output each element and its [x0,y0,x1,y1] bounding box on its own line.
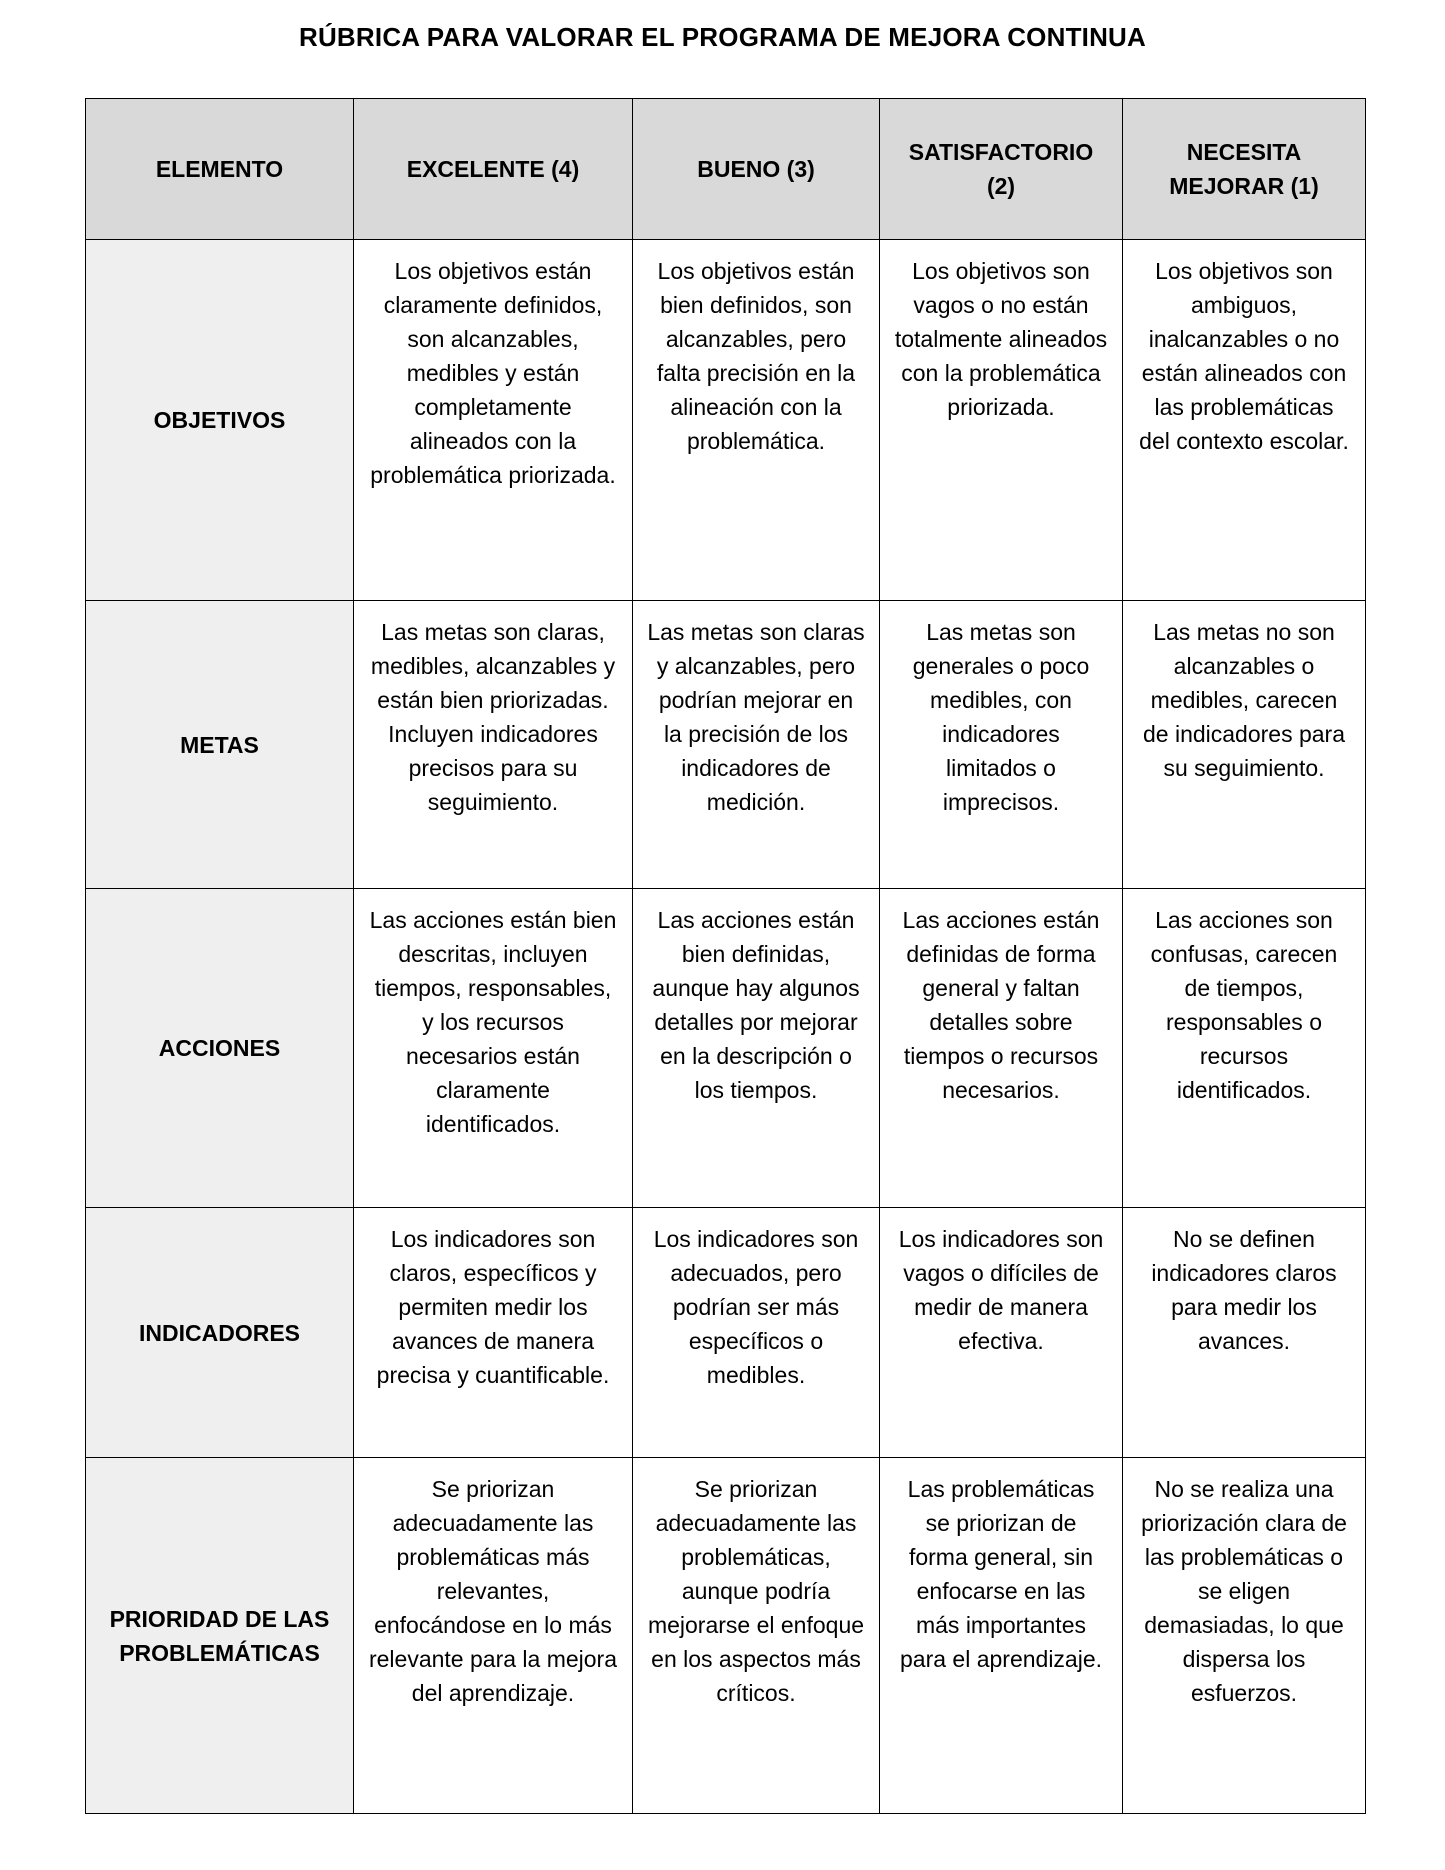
rubric-table [85,98,1366,1814]
cell-good: Las metas son claras y alcanzables, pero podrían mejorar en la precisión de los indicadores de medición. [633,601,880,889]
cell-excellent: Las acciones están bien descritas, incluyen tiempos, responsables, y los recursos necesarios están claramente identificados. [354,889,633,1208]
page-title: RÚBRICA PARA VALORAR EL PROGRAMA DE MEJORA CONTINUA [298,22,1147,52]
cell-satisfactory: Las acciones están definidas de forma general y faltan detalles sobre tiempos o recursos necesarios. [880,889,1123,1208]
row-label-indicadores: INDICADORES [86,1208,354,1458]
row-label-objetivos: OBJETIVOS [86,240,354,601]
cell-good: Los objetivos están bien definidos, son alcanzables, pero falta precisión en la alineación con la problemática. [633,240,880,601]
table-row [86,1458,1366,1814]
table-row [86,601,1366,889]
header-row [86,99,1366,240]
row-label-acciones: ACCIONES [86,889,354,1208]
cell-needs-improvement: No se realiza una priorización clara de las problemáticas o se eligen demasiadas, lo que dispersa los esfuerzos. [1123,1458,1366,1814]
cell-excellent: Las metas son claras, medibles, alcanzables y están bien priorizadas. Incluyen indicadores precisos para su seguimiento. [354,601,633,889]
cell-excellent: Los objetivos están claramente definidos, son alcanzables, medibles y están completamente alineados con la problemática priorizada. [354,240,633,601]
cell-satisfactory: Los indicadores son vagos o difíciles de medir de manera efectiva. [880,1208,1123,1458]
header-good: BUENO (3) [633,99,880,240]
cell-needs-improvement: No se definen indicadores claros para medir los avances. [1123,1208,1366,1458]
table-row [86,240,1366,601]
row-label-prioridad: PRIORIDAD DE LAS PROBLEMÁTICAS [86,1458,354,1814]
cell-good: Las acciones están bien definidas, aunque hay algunos detalles por mejorar en la descripción o los tiempos. [633,889,880,1208]
cell-excellent: Los indicadores son claros, específicos y permiten medir los avances de manera precisa y cuantificable. [354,1208,633,1458]
cell-needs-improvement: Los objetivos son ambiguos, inalcanzables o no están alineados con las problemáticas del contexto escolar. [1123,240,1366,601]
cell-good: Los indicadores son adecuados, pero podrían ser más específicos o medibles. [633,1208,880,1458]
cell-satisfactory: Las problemáticas se priorizan de forma general, sin enfocarse en las más importantes para el aprendizaje. [880,1458,1123,1814]
table-row [86,1208,1366,1458]
cell-satisfactory: Los objetivos son vagos o no están totalmente alineados con la problemática priorizada. [880,240,1123,601]
header-satisfactory: SATISFACTORIO (2) [880,99,1123,240]
header-needs-improvement: NECESITA MEJORAR (1) [1123,99,1366,240]
cell-excellent: Se priorizan adecuadamente las problemáticas más relevantes, enfocándose en lo más relevante para la mejora del aprendizaje. [354,1458,633,1814]
cell-needs-improvement: Las acciones son confusas, carecen de tiempos, responsables o recursos identificados. [1123,889,1366,1208]
cell-good: Se priorizan adecuadamente las problemáticas, aunque podría mejorarse el enfoque en los aspectos más críticos. [633,1458,880,1814]
header-excellent: EXCELENTE (4) [354,99,633,240]
table-row [86,889,1366,1208]
header-element: ELEMENTO [86,99,354,240]
cell-needs-improvement: Las metas no son alcanzables o medibles, carecen de indicadores para su seguimiento. [1123,601,1366,889]
cell-satisfactory: Las metas son generales o poco medibles, con indicadores limitados o imprecisos. [880,601,1123,889]
row-label-metas: METAS [86,601,354,889]
